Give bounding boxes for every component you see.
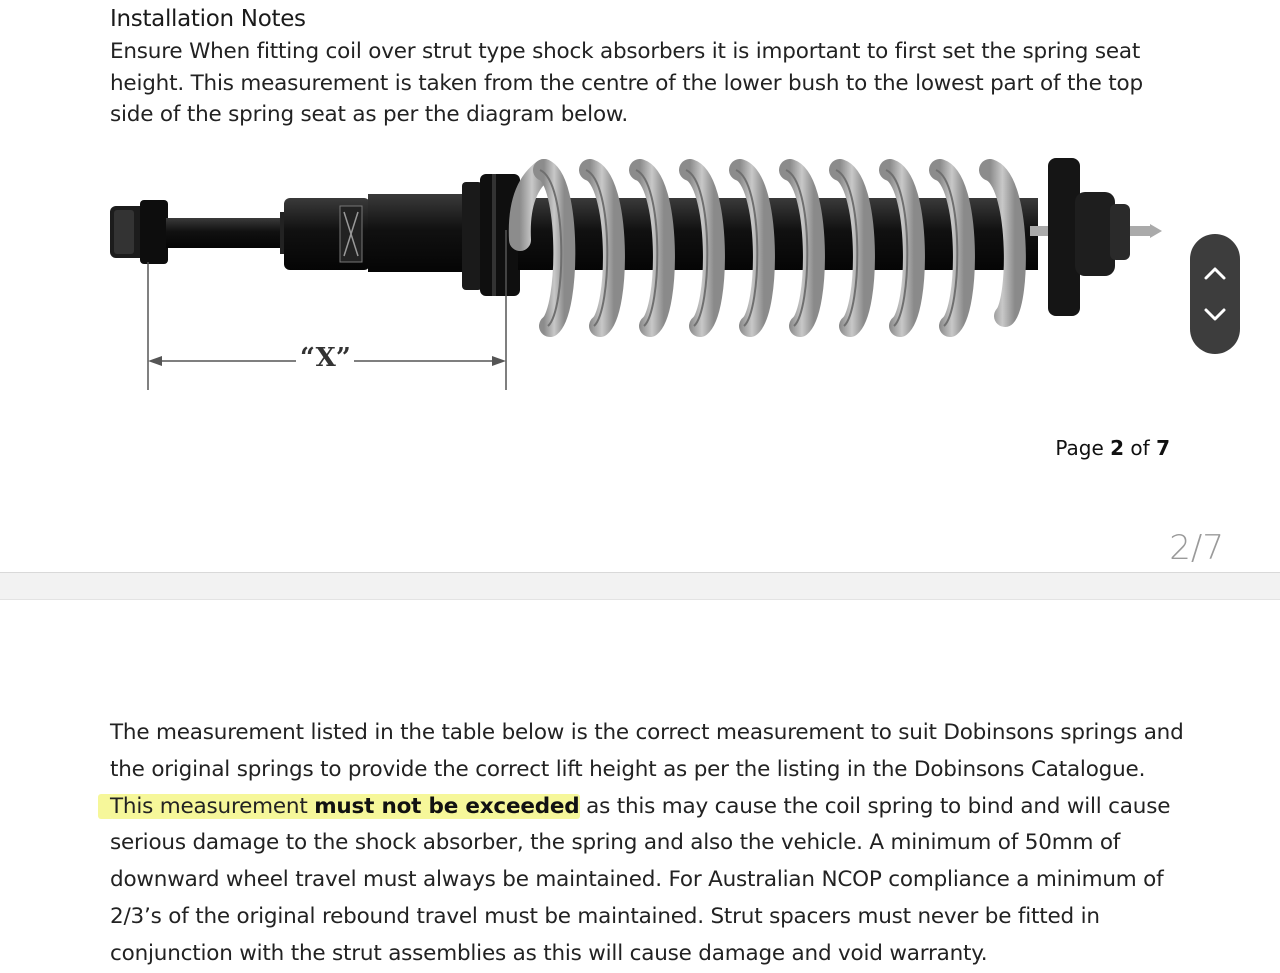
- next-page-button[interactable]: [1190, 290, 1240, 340]
- brand-logo: [340, 206, 362, 262]
- chevron-down-icon: [1203, 307, 1227, 323]
- top-mount: [1048, 158, 1130, 316]
- installation-notes-heading: Installation Notes: [110, 6, 306, 32]
- lower-bush: [110, 200, 168, 264]
- shock-absorber-diagram: [100, 140, 1180, 400]
- page-separator: [0, 572, 1280, 600]
- measurement-paragraph: The measurement listed in the table below is the correct measurement to suit Dobinsons springs and the original springs to provide the correct lift height as per the listing in the Dobinsons Catalogue. This measurement must not be exceeded as this may cause the coil spring to bind and will cause serious damage to the shock absorber, the spring and also the vehicle. A minimum of 50mm of downward wheel travel must always be maintained. For Australian NCOP compliance a minimum of 2/3’s of the original rebound travel must be maintained. Strut spacers must never be fitted in conjunction with the strut assemblies as this will cause damage and void warranty.: [110, 720, 1184, 966]
- page-number: Page 2 of 7: [1055, 436, 1170, 460]
- page-counter: 2/7: [1169, 528, 1224, 568]
- chevron-up-icon: [1203, 265, 1227, 281]
- highlighted-warning: This measurement must not be exceeded: [110, 793, 580, 819]
- installation-intro-text: Ensure When fitting coil over strut type shock absorbers it is important to first set the spring seat height. This measurement is taken from the centre of the lower bush to the lowest part of the top side of the spring seat as per the diagram below.: [110, 39, 1143, 127]
- page-navigation-control: [1190, 234, 1240, 354]
- dimension-x-label: “X”: [300, 343, 351, 373]
